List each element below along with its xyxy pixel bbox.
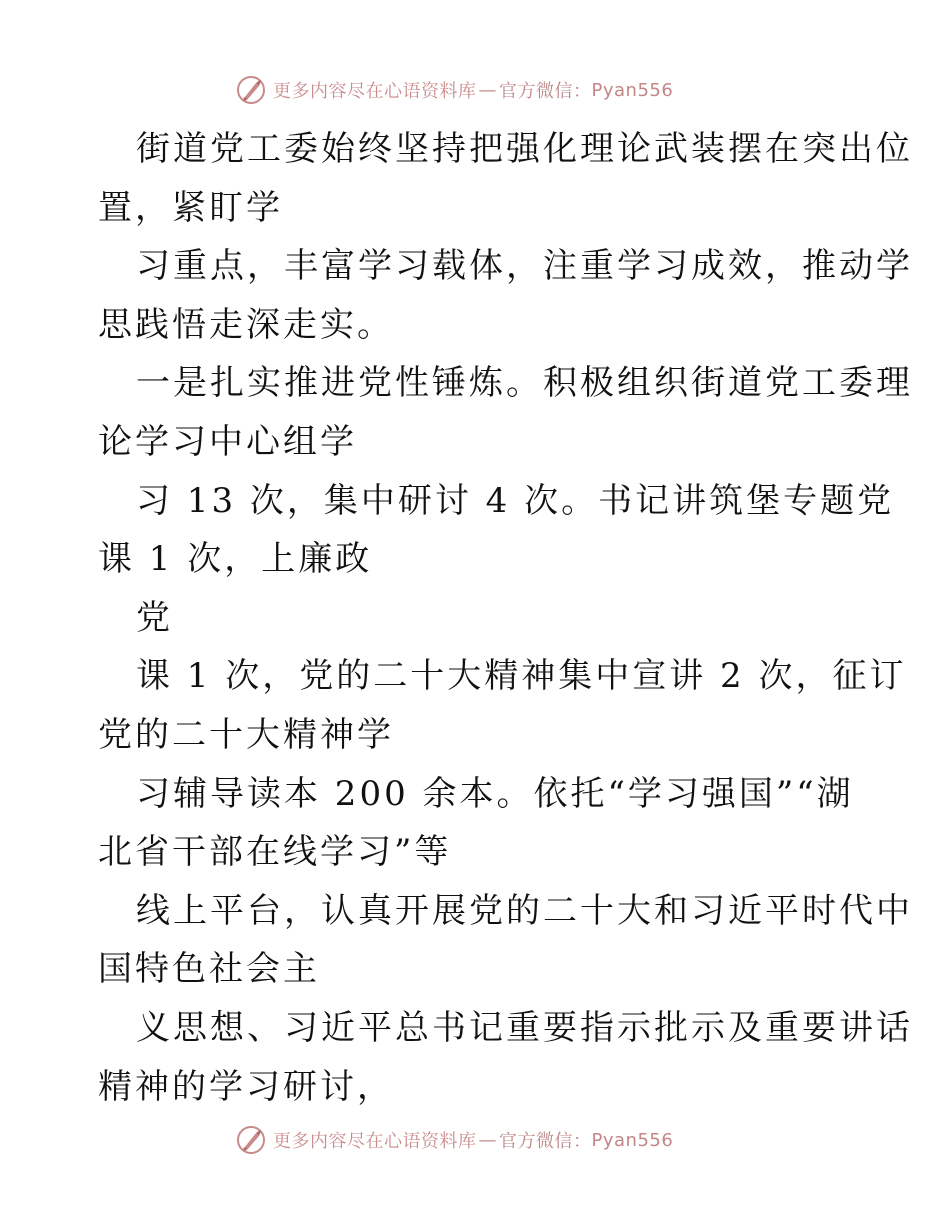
watermark-dash: — (478, 79, 497, 101)
quill-pen-logo-icon (235, 1124, 267, 1156)
watermark-main-text: 更多内容尽在心语资料库 (273, 81, 477, 102)
paragraph-line: 习 13 次，集中研讨 4 次。书记讲筑堡专题党 (136, 480, 895, 521)
paragraph-line: 党 (136, 597, 173, 638)
quill-pen-logo-icon (235, 74, 267, 106)
paragraph-line: 线上平台，认真开展党的二十大和习近平时代中 (136, 890, 913, 931)
paragraph-line: 课 1 次，党的二十大精神集中宣讲 2 次，征订 (136, 656, 907, 697)
paragraph-line: 国特色社会主 (98, 949, 320, 990)
paragraph-line: 义思想、习近平总书记重要指示批示及重要讲话 (136, 1007, 913, 1048)
paragraph-line: 习辅导读本 200 余本。依托“学习强国”“湖 (136, 773, 854, 814)
paragraph-line: 置，紧盯学 (98, 187, 283, 228)
watermark-official-label: 官方微信： (499, 81, 592, 102)
paragraph-line: 精神的学习研讨， (98, 1066, 394, 1107)
footer-watermark (235, 1123, 755, 1157)
paragraph-line: 一是扎实推进党性锤炼。积极组织街道党工委理 (136, 363, 913, 404)
paragraph-line: 街道党工委始终坚持把强化理论武装摆在突出位 (136, 129, 913, 169)
header-watermark (235, 73, 755, 107)
paragraph-line: 习重点，丰富学习载体，注重学习成效，推动学 (136, 246, 913, 287)
watermark-main-text: 更多内容尽在心语资料库 (273, 1131, 477, 1152)
document-body (98, 120, 913, 1116)
paragraph-line: 课 1 次，上廉政 (98, 539, 373, 580)
paragraph-line: 北省干部在线学习”等 (98, 832, 452, 873)
watermark-official-label: 官方微信： (499, 1131, 592, 1152)
watermark-dash: — (478, 1129, 497, 1151)
paragraph-line: 论学习中心组学 (98, 421, 357, 462)
paragraph-line: 党的二十大精神学 (98, 714, 394, 755)
watermark-wechat-id: Pyan556 (591, 1129, 674, 1151)
paragraph-line: 思践悟走深走实。 (98, 304, 394, 345)
watermark-wechat-id: Pyan556 (591, 79, 674, 101)
